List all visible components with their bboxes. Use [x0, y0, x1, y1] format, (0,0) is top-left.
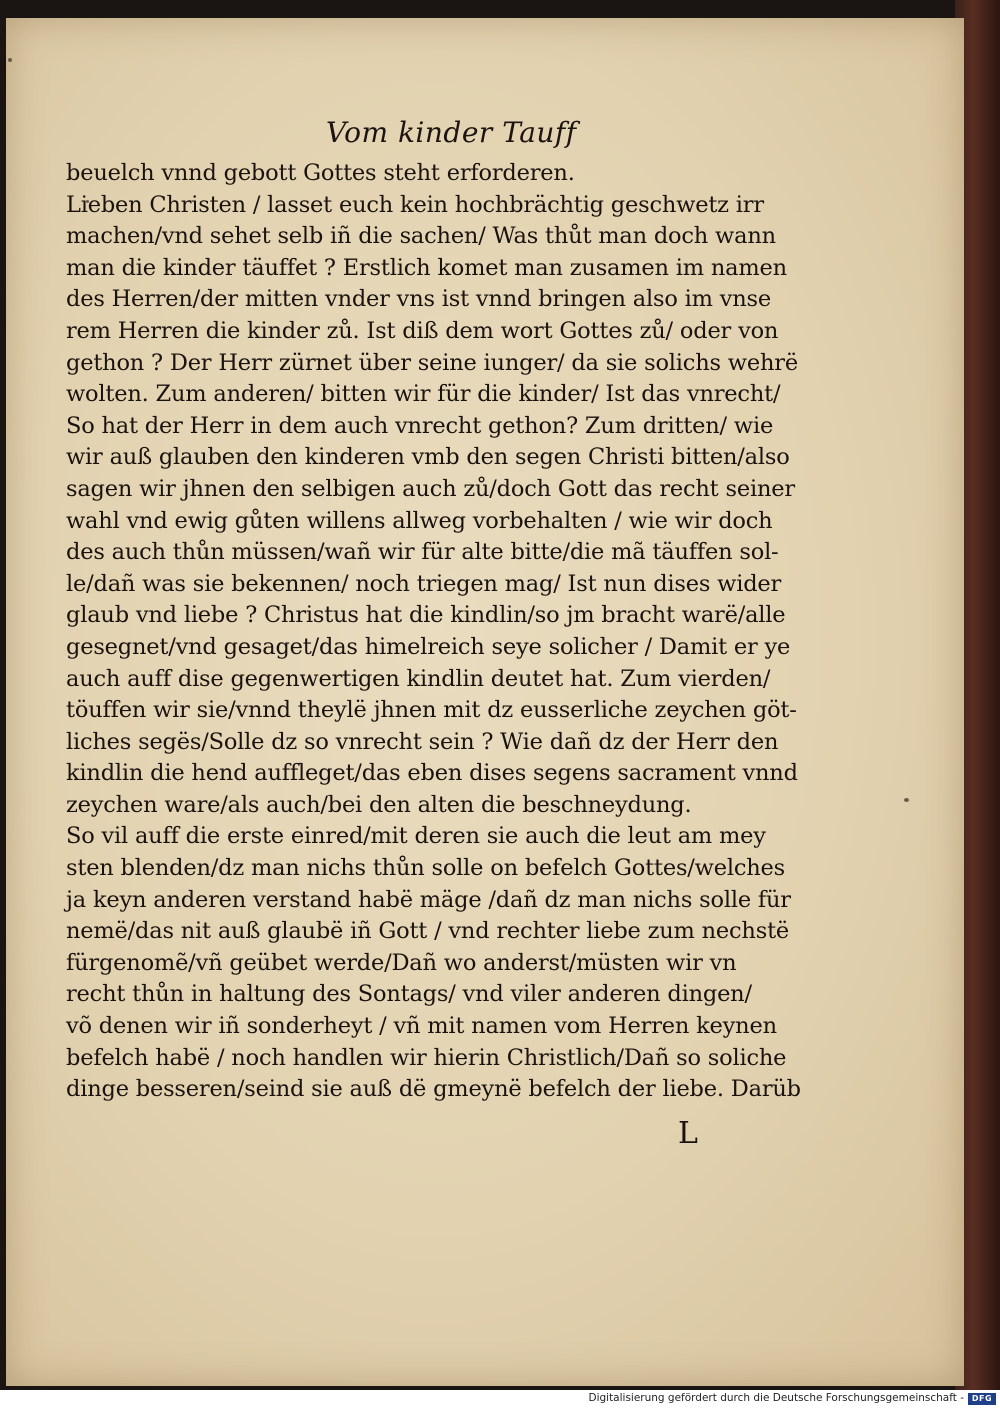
catchword: L — [678, 1116, 698, 1151]
text-line: töuffen wir sie/vnnd theylë jhnen mit dz eusserliche zeychen göt- — [66, 697, 797, 724]
text-line: wolten. Zum anderen/ bitten wir für die kinder/ Ist das vnrecht/ — [66, 381, 781, 408]
text-line: recht thůn in haltung des Sontags/ vnd viler anderen dingen/ — [66, 981, 752, 1008]
text-line: nemë/das nit auß glaubë iñ Gott / vnd rechter liebe zum nechstë — [66, 918, 790, 945]
footer-credit: Digitalisierung gefördert durch die Deutsche Forschungsgemeinschaft - — [588, 1392, 964, 1404]
text-line: le/dañ was sie bekennen/ noch triegen mag/ Ist nun dises wider — [66, 570, 782, 597]
text-line: man die kinder täuffet ? Erstlich komet man zusamen im namen — [66, 254, 787, 281]
text-line: auch auff dise gegenwertigen kindlin deutet hat. Zum vierden/ — [66, 665, 771, 692]
text-line: So vil auff die erste einred/mit deren sie auch die leut am mey — [66, 823, 766, 850]
running-head: Vom kinder Tauff — [326, 116, 577, 149]
text-line: kindlin die hend auffleget/das eben dises segens sacrament vnnd — [66, 760, 798, 787]
text-line: des Herren/der mitten vnder vns ist vnnd bringen also im vnse — [66, 286, 771, 313]
text-line: wahl vnd ewig gůten willens allweg vorbehalten / wie wir doch — [66, 507, 773, 534]
dfg-logo: DFG — [968, 1393, 996, 1405]
text-line: beuelch vnnd gebott Gottes steht erforderen. — [66, 160, 575, 186]
page-speck — [904, 798, 909, 802]
text-line: sten blenden/dz man nichs thůn solle on befelch Gottes/welches — [66, 855, 786, 882]
text-line: dinge besseren/seind sie auß dë gmeynë befelch der liebe. Darüb — [66, 1076, 801, 1103]
text-line: zeychen ware/als auch/bei den alten die beschneydung. — [66, 791, 692, 818]
text-line: wir auß glauben den kinderen vmb den segen Christi bitten/also — [66, 444, 790, 471]
text-line: sagen wir jhnen den selbigen auch zů/doch Gott das recht seiner — [66, 475, 795, 502]
text-line: machen/vnd sehet selb iñ die sachen/ Was thůt man doch wann — [66, 223, 776, 250]
text-line: rem Herren die kinder zů. Ist diß dem wort Gottes zů/ oder von — [66, 317, 779, 344]
text-line: võ denen wir iñ sonderheyt / vñ mit namen vom Herren keynen — [66, 1013, 777, 1040]
footer-bar — [0, 1390, 1000, 1409]
text-line: liches segës/Solle dz so vnrecht sein ? Wie dañ dz der Herr den — [66, 728, 779, 755]
text-line: gethon ? Der Herr zürnet über seine iunger/ da sie solichs wehrë — [66, 349, 798, 376]
text-line: glaub vnd liebe ? Christus hat die kindlin/so jm bracht warë/alle — [66, 602, 786, 629]
text-line: So hat der Herr in dem auch vnrecht gethon? Zum dritten/ wie — [66, 412, 774, 439]
text-line: ja keyn anderen verstand habë mäge /dañ dz man nichs solle für — [66, 886, 791, 913]
text-line: Lieben Christen / lasset euch kein hochbrächtig geschwetz irr — [66, 191, 764, 218]
page-speck — [8, 58, 12, 62]
body-text — [66, 158, 801, 1106]
text-line: fürgenomẽ/vñ geübet werde/Dañ wo anderst/müsten wir vn — [66, 949, 737, 976]
text-line: befelch habë / noch handlen wir hierin Christlich/Dañ so soliche — [66, 1044, 787, 1071]
text-line: des auch thůn müssen/wañ wir für alte bitte/die mã täuffen sol- — [66, 539, 779, 566]
text-line: gesegnet/vnd gesaget/das himelreich seye solicher / Damit er ye — [66, 633, 791, 660]
